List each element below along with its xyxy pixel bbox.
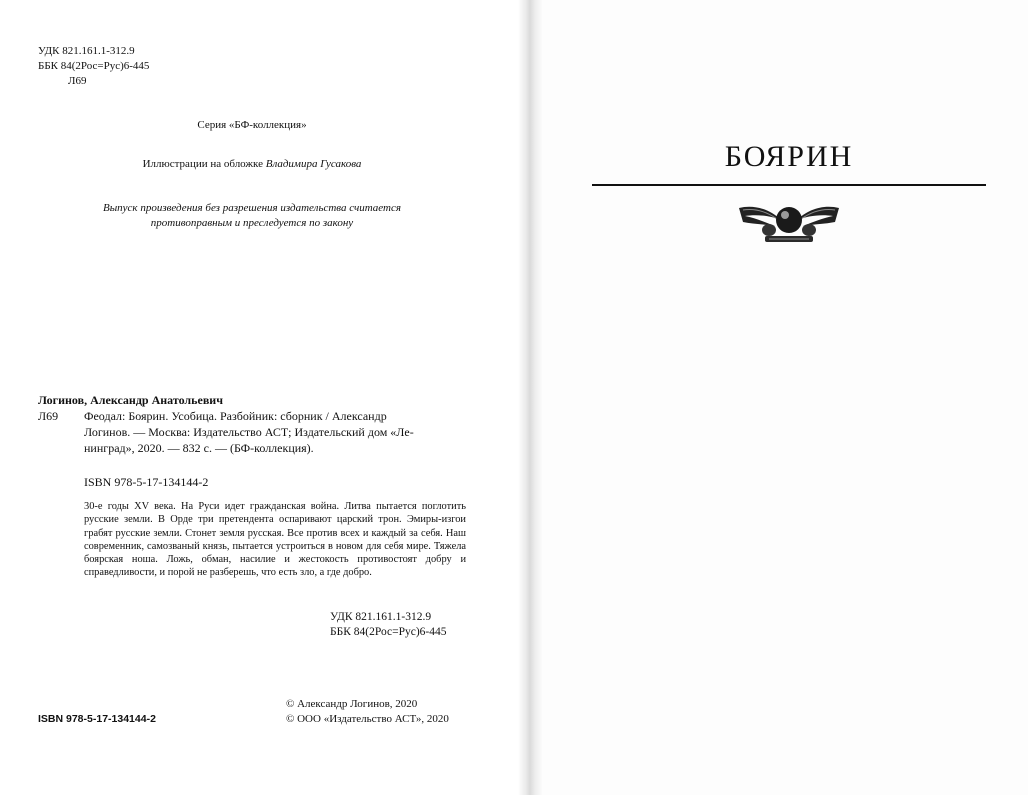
bbk-top: ББК 84(2Рос=Рус)6-445 [38, 60, 150, 72]
annotation-text: 30-е годы XV века. На Руси идет гражданская война. Литва пытается поглотить русские земли. В Орде три претендента оспаривают царский трон. Эмиры-изгои грабят русские земли. Стонет земля русская. Все против всех и каждый за себя. Наш современник, самозваный князь, пытается устроиться в новом для себя мире. Тяжела боярская ноша. Ложь, обман, насилие и жестокость противостоят добру и справедливости, и порой не разберешь, что есть зло, а где добро. [84, 501, 466, 579]
biblio-line-2: Логинов. — Москва: Издательство АСТ; Издательский дом «Ле- [84, 425, 414, 439]
code-top: Л69 [68, 75, 87, 87]
title-rule [592, 184, 986, 186]
winged-emblem-icon [735, 198, 843, 248]
book-title: БОЯРИН [724, 140, 854, 173]
isbn-line: ISBN 978-5-17-134144-2 [84, 475, 209, 489]
series-line: Серия «БФ-коллекция» [197, 119, 307, 131]
illustration-prefix: Иллюстрации на обложке [142, 158, 266, 170]
copyright-publisher: © ООО «Издательство АСТ», 2020 [286, 713, 449, 725]
page-gutter [518, 0, 542, 795]
isbn-bottom: ISBN 978-5-17-134144-2 [38, 713, 156, 725]
right-page [542, 0, 1028, 795]
illustration-credit [38, 157, 466, 172]
author-name: Логинов, Александр Анатольевич [38, 393, 223, 407]
copyright-author: © Александр Логинов, 2020 [286, 698, 418, 710]
biblio-line-1: Феодал: Боярин. Усобица. Разбойник: сборник / Александр [84, 409, 387, 423]
legal-notice-line1: Выпуск произведения без разрешения издательства считается [103, 202, 401, 214]
udk-bottom: УДК 821.161.1-312.9 [330, 611, 432, 623]
bibliographic-record [38, 392, 466, 456]
biblio-line-3: нинград», 2020. — 832 с. — (БФ-коллекция). [84, 441, 314, 455]
legal-notice-line2: противоправным и преследуется по закону [150, 217, 354, 229]
udk-top: УДК 821.161.1-312.9 [38, 45, 135, 57]
biblio-code: Л69 [38, 409, 59, 423]
bbk-bottom: ББК 84(2Рос=Рус)6-445 [330, 626, 447, 638]
illustration-author: Владимира Гусакова [265, 158, 362, 170]
